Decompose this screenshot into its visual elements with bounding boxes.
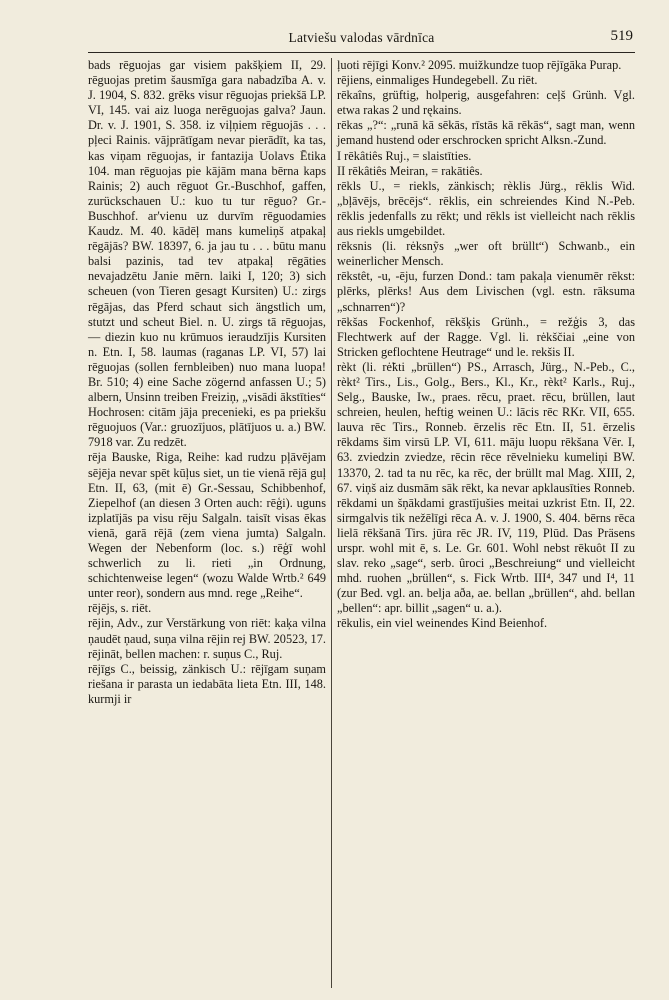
page-header bbox=[88, 26, 635, 53]
page-number: 519 bbox=[610, 28, 633, 44]
entry-paragraph: rēkstêt, -u, -ēju, furzen Dond.: tam pakaļa vienumēr rēkst: plērks, plērks! Aus dem Livischen (vgl. estn. rāksuma „schnarren“)? bbox=[337, 269, 635, 314]
entry-paragraph: rēkaîns, grüftig, holperig, ausgefahren: ceļš Grünh. Vgl. etwa rakas 2 und rękains. bbox=[337, 88, 635, 118]
entry-paragraph: rèkt (li. rė̃kti „brüllen“) PS., Arrasch, Jürg., N.-Peb., C., rèkt² Tirs., Lis., Golg., Bers., Kl., Kr., rèkt² Karls., Ruj., Selg., Bauske, Iw., praes. rēcu, praet. rēcu, brüllen, laut schreien, heulen, heftig weinen U.: lācis rēc RKr. VII, 655. lauva rēc Tirs., Ronneb. ērzelis rēc Etn. II, 51. ērzelis rēkdams šim virsū LP. VI, 611. māju luopu rēkšana Vēr. I, 63. zviedzin zviedze, rēcin rēce rēvelnieku kumeliņi BW. 13370, 2. tad ta nu rēc, ka rēc, der brüllt mal Mag. XIII, 2, 67. viņš aiz dusmām sāk rēkt, ka nevar apklausīties Ronneb. rēkdami un šņākdami grastījušies meitai uzkrist Etn. II, 22. sirmgalvis tik nežēlīgi rēca A. v. J. 1900, S. 404. bērns rēca lielā rēkšanā Tirs. jūra rēc JR. IV, 119, Plūd. Das Präsens urspr. wohl mit ē, s. Le. Gr. 601. Wohl nebst rēkuôt II zu slav. reko „sage“, serb. ûroci „Beschreiung“ und vielleicht mhd. ruohen „brüllen“, s. Fick Wrtb. III⁴, 347 und I⁴, 11 (zur Bed. vgl. an. belja aða, ae. bellan „brüllen“, ahd. bellan „bellen“: apr. billit „sagen“ u. a.). bbox=[337, 359, 635, 616]
column-divider bbox=[331, 58, 332, 988]
entry-paragraph: rēkulis, ein viel weinendes Kind Beienhof. bbox=[337, 616, 548, 631]
right-column bbox=[337, 58, 635, 632]
entry-paragraph: rējiens, einmaliges Hundegebell. Zu riēt. bbox=[337, 73, 538, 88]
entry-paragraph: rēja Bauske, Riga, Reihe: kad rudzu pļāvējam sējēja nevar spēt kūļus siet, un tie vienā rējā guļ Etn. II, 63, (mit ē) Gr.-Sessau, Schibbenhof, Ziepelhof (an diesen 3 Orten auch: rēģi). uguns izplatījās pa visu rēju Salgaln. taisīt visas ēkas vienā, garā rējā (zem viena jumta) Salgaln. Wegen der Nebenform (loc. s.) rēģī wohl schwerlich zu li. rieti „in Ordnung, schichtenweise legen“ (wozu Walde Wrtb.² 649 unter reor), sondern aus mnd. rege „Reihe“. bbox=[88, 450, 326, 601]
running-title: Latviešu valodas vārdnīca bbox=[288, 30, 435, 45]
entry-paragraph: II rēkâtiês Meiran, = rakātiês. bbox=[337, 163, 483, 178]
entry-paragraph: I rēkâtiês Ruj., = slaistīties. bbox=[337, 148, 472, 163]
entry-paragraph: rējināt, bellen machen: r. suņus C., Ruj. bbox=[88, 646, 283, 661]
entry-paragraph: ļuoti rējīgi Konv.² 2095. muižkundze tuop rējīgāka Purap. bbox=[337, 58, 622, 72]
entry-paragraph: rēkls U., = riekls, zänkisch; rèklis Jürg., rēklis Wid. „bļāvējs, brēcējs“. rēklis, ein schreiendes Kind N.-Peb. rēklis jedenfalls zu rēkt; und rēkls ist vielleicht nach rēklis aus riekls umgebildet. bbox=[337, 178, 635, 239]
entry-paragraph: rējin, Adv., zur Verstärkung von riēt: kaķa vilna ņaudēt ņaud, suņa vilna rējin rej BW. 20523, 17. bbox=[88, 616, 326, 646]
left-column bbox=[88, 58, 326, 707]
entry-paragraph: bads rēguojas gar visiem pakšķiem II, 29. rēguojas pretim šausmīga gara nabadzība A. v. J. 1904, S. 832. grēks visur rēguojas priekšā LP. VI, 145. vai aiz luoga nerēguojas galva? Jaun. Dr. v. J. 1901, S. 358. iz viļņiem rēguojās . . . pļeci Rainis. vājprātīgam nevar pierādīt, ka tas, kas viņam rēguojas, ir fantazija Uolavs Ētika 104. man rēguojas pie kājām mana bērna kaps Rainis; 2) auch rēguot Gr.-Buschhof, gaffen, zurückschauen U.: kuo tu tur rēguo? Gr.-Buschhof. ar'vienu uz durvīm rēguodamies Kaudz. M. 40. kādēļ mans kumeliņš atpakaļ rēgājās? BW. 18397, 6. ja jau tu . . . būtu manu balsi pazinis, tad tev atpakaļ rēgāties nevajadzētu Janie mērn. laiki I, 120; 3) sich scheuen (von Tieren gesagt Kursiten) U.: zirgs rēgājas, das Pferd schaut sich ängstlich um, stutzt und scheut Biel. n. U. zirgs tā rēguojas, — diezin kuo nu krūmuos ieraudzījis Kursiten n. Etn. I, 58. laumas (raganas LP. VI, 57) lai rēguojas (sollen fernbleiben) nuo mana luopa! Br. 510; 4) eine Sache zögernd anfassen U.; 5) albern, Unsinn treiben Freiziņ, „visādi ākstīties“ Hochrosen: citām jāja precenieki, es pa priekšu rēguojuos (Var.: gruozījuos, plātījuos u. a.) BW. 7918 var. Zu redzēt. bbox=[88, 58, 326, 450]
entry-paragraph: rēkšas Fockenhof, rēkšķis Grünh., = režģis 3, das Flechtwerk auf der Ragge. Vgl. li. rėkščiai „eine von Stricken geflochtene Heutrage“ und le. rekšis II. bbox=[337, 314, 635, 359]
entry-paragraph: rēkas „?“: „runā kā sēkās, rīstās kā rēkās“, sagt man, wenn jemand hustend oder erschrocken spricht Alksn.-Zund. bbox=[337, 118, 635, 148]
entry-paragraph: rēksnis (li. rėksnỹs „wer oft brüllt“) Schwanb., ein weinerlicher Mensch. bbox=[337, 239, 635, 269]
entry-paragraph: rējīgs C., beissig, zänkisch U.: rējīgam suņam riešana ir parasta un iedabāta lieta Etn. III, 148. kurmji ir bbox=[88, 661, 326, 706]
entry-paragraph: rējējs, s. riēt. bbox=[88, 601, 152, 616]
